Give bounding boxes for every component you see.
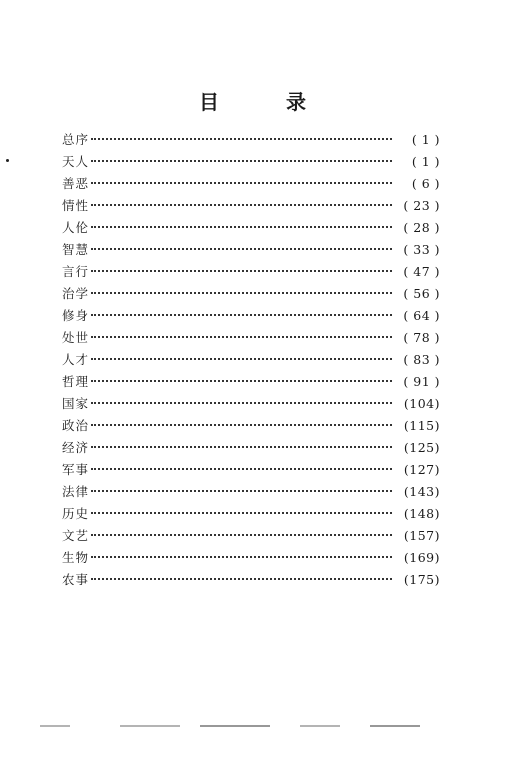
toc-entry-12[interactable] [62,393,440,415]
toc-entry-label: 情性 [62,198,90,213]
toc-entry-label: 法律 [62,484,90,499]
toc-entry-1[interactable] [62,151,440,173]
dot-leader [91,270,392,272]
toc-entry-page: ( 47 ) [403,264,440,279]
toc-entry-15[interactable] [62,459,440,481]
dot-leader [91,336,392,338]
dot-leader [91,292,392,294]
toc-entry-page: (125) [403,440,440,455]
toc-entry-label: 农事 [62,572,90,587]
toc-entry-11[interactable] [62,371,440,393]
toc-entry-page: ( 78 ) [403,330,440,345]
table-of-contents [62,129,440,591]
toc-entry-label: 历史 [62,506,90,521]
dot-leader [91,380,392,382]
toc-entry-label: 经济 [62,440,90,455]
scan-smudge [120,725,180,727]
toc-entry-page: (104) [403,396,440,411]
dot-leader [91,468,392,470]
dot-leader [91,402,392,404]
toc-entry-20[interactable] [62,569,440,591]
toc-entry-page: ( 91 ) [403,374,440,389]
dot-leader [91,160,392,162]
toc-entry-label: 文艺 [62,528,90,543]
toc-entry-label: 处世 [62,330,90,345]
dot-leader [91,490,392,492]
toc-entry-page: ( 23 ) [403,198,440,213]
toc-entry-13[interactable] [62,415,440,437]
toc-entry-8[interactable] [62,305,440,327]
scan-smudge [300,725,340,727]
toc-entry-page: ( 56 ) [403,286,440,301]
toc-entry-9[interactable] [62,327,440,349]
toc-entry-label: 政治 [62,418,90,433]
dot-leader [91,556,392,558]
toc-entry-label: 天人 [62,154,90,169]
toc-entry-4[interactable] [62,217,440,239]
toc-entry-6[interactable] [62,261,440,283]
toc-entry-page: ( 1 ) [411,154,440,169]
toc-entry-18[interactable] [62,525,440,547]
toc-entry-19[interactable] [62,547,440,569]
toc-entry-page: ( 64 ) [403,308,440,323]
dot-leader [91,534,392,536]
toc-entry-label: 军事 [62,462,90,477]
toc-entry-0[interactable] [62,129,440,151]
dot-leader [91,226,392,228]
page-title: 目 录 [199,90,336,115]
toc-entry-page: ( 1 ) [411,132,440,147]
toc-entry-5[interactable] [62,239,440,261]
dot-leader [91,424,392,426]
toc-entry-page: ( 83 ) [403,352,440,367]
toc-entry-label: 人伦 [62,220,90,235]
toc-entry-label: 言行 [62,264,90,279]
toc-entry-16[interactable] [62,481,440,503]
toc-entry-label: 国家 [62,396,90,411]
toc-entry-7[interactable] [62,283,440,305]
toc-entry-page: ( 6 ) [411,176,440,191]
toc-entry-label: 善恶 [62,176,90,191]
toc-entry-page: (127) [403,462,440,477]
dot-leader [91,512,392,514]
dot-leader [91,578,392,580]
dot-leader [91,358,392,360]
toc-entry-page: (169) [403,550,440,565]
scan-smudge [200,725,270,727]
toc-entry-label: 人才 [62,352,90,367]
toc-entry-label: 治学 [62,286,90,301]
toc-entry-page: ( 28 ) [403,220,440,235]
dot-leader [91,248,392,250]
toc-entry-14[interactable] [62,437,440,459]
toc-entry-page: ( 33 ) [403,242,440,257]
scan-smudge [40,725,70,727]
toc-entry-label: 哲理 [62,374,90,389]
toc-entry-label: 智慧 [62,242,90,257]
dot-leader [91,182,392,184]
toc-entry-page: (115) [403,418,440,433]
toc-entry-page: (148) [403,506,440,521]
toc-entry-2[interactable] [62,173,440,195]
toc-entry-label: 修身 [62,308,90,323]
toc-entry-page: (175) [403,572,440,587]
toc-entry-17[interactable] [62,503,440,525]
dot-leader [91,446,392,448]
toc-entry-3[interactable] [62,195,440,217]
dot-leader [91,204,392,206]
scan-speck [6,159,9,162]
dot-leader [91,138,392,140]
toc-entry-10[interactable] [62,349,440,371]
toc-entry-page: (157) [403,528,440,543]
toc-entry-label: 总序 [62,132,90,147]
dot-leader [91,314,392,316]
scan-smudge [370,725,420,727]
toc-entry-label: 生物 [62,550,90,565]
toc-entry-page: (143) [403,484,440,499]
